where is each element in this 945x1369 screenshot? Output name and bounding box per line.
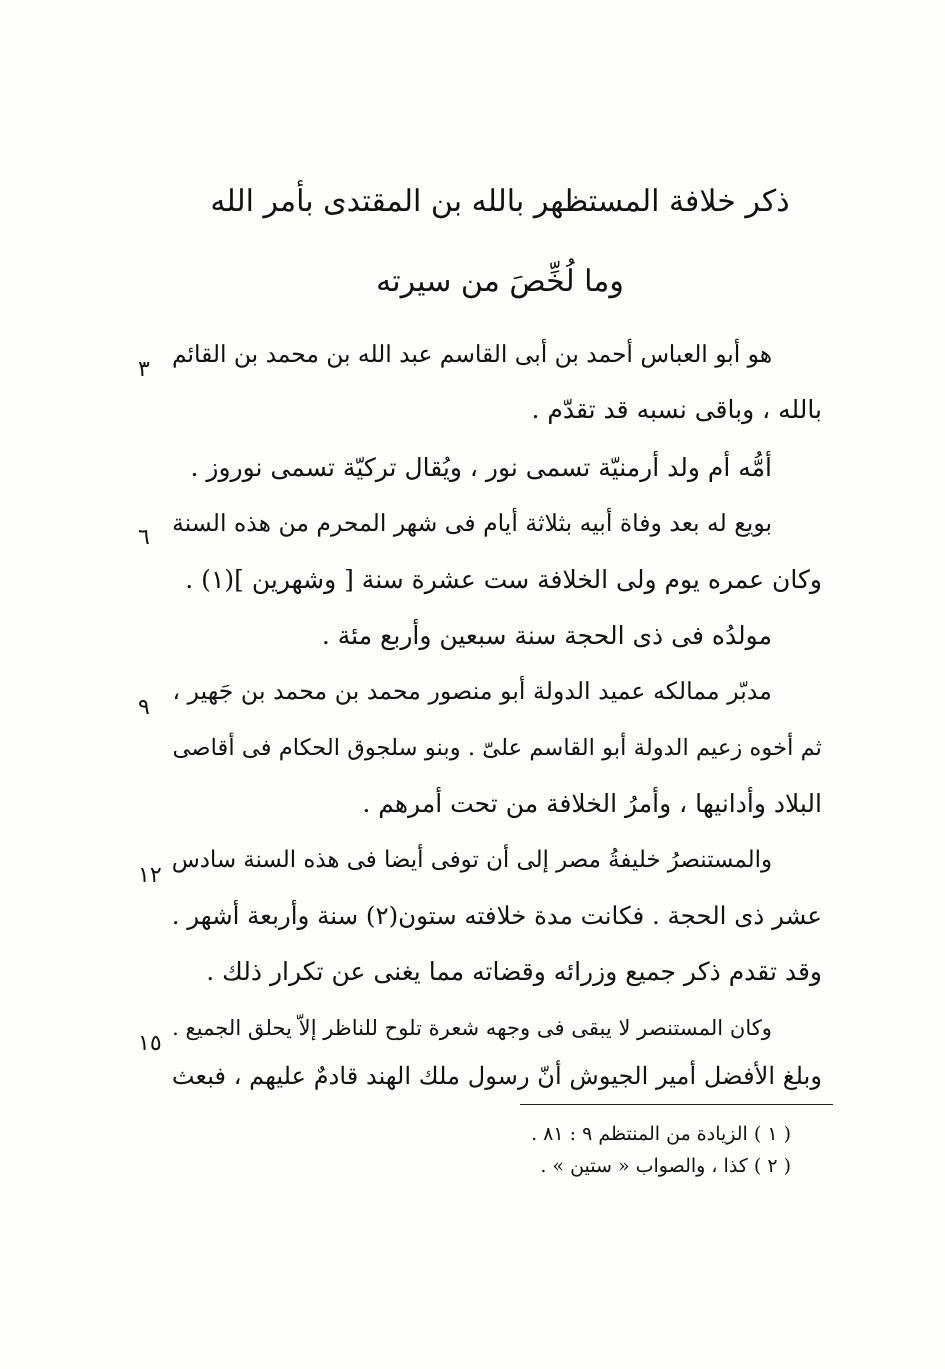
- text-line: عشر ذى الحجة . فكانت مدة خلافته ستون(٢) سنة وأربعة أشهر .: [171, 901, 822, 930]
- text-line: مولدُه فى ذى الحجة سنة سبعين وأربع مئة .: [321, 621, 772, 650]
- chapter-subtitle: وما لُخِّصَ من سيرته: [376, 264, 624, 299]
- line-number: ٩: [138, 695, 150, 720]
- text-line: هو أبو العباس أحمد بن أبى القاسم عبد الله بن محمد بن القائم: [171, 340, 772, 368]
- text-line: وكان عمره يوم ولى الخلافة ست عشرة سنة [ وشهرين ](١) .: [185, 565, 822, 594]
- text-line: البلاد وأدانيها ، وأمرُ الخلافة من تحت أمرهم .: [362, 789, 822, 818]
- line-number: ٦: [138, 525, 150, 550]
- text-line: أمُّه أم ولد أرمنيّة تسمى نور ، ويُقال تركيّة تسمى نوروز .: [190, 453, 772, 482]
- chapter-title: ذكر خلافة المستظهر بالله بن المقتدى بأمر الله: [210, 184, 790, 219]
- text-line: وقد تقدم ذكر جميع وزرائه وقضاته مما يغنى عن تكرار ذلك .: [206, 957, 822, 986]
- line-number: ٣: [138, 357, 150, 382]
- text-line: ثم أخوه زعيم الدولة أبو القاسم علىّ . وبنو سلجوق الحكام فى أقاصى: [172, 735, 822, 761]
- footnote: ( ١ ) الزيادة من المنتظم ٩ : ٨١ .: [531, 1123, 791, 1145]
- text-line: مدبّر ممالكه عميد الدولة أبو منصور محمد بن محمد بن جَهير ،: [172, 677, 772, 705]
- text-line: وبلغ الأفضل أمير الجيوش أنّ رسول ملك الهند قادمٌ عليهم ، فبعث: [171, 1062, 822, 1090]
- line-number: ١٢: [138, 863, 162, 888]
- text-line: بويع له بعد وفاة أبيه بثلاثة أيام فى شهر المحرم من هذه السنة: [172, 509, 772, 537]
- line-number: ١٥: [138, 1031, 162, 1056]
- text-line: والمستنصرُ خليفةُ مصر إلى أن توفى أيضا فى هذه السنة سادس: [171, 847, 772, 873]
- footnote: ( ٢ ) كذا ، والصواب « ستين » .: [540, 1155, 791, 1177]
- footnote-separator: [520, 1104, 833, 1105]
- text-line: بالله ، وباقى نسبه قد تقدّم .: [531, 395, 822, 424]
- text-line: وكان المستنصر لا يبقى فى وجهه شعرة تلوح للناظر إلاّ يحلق الجميع .: [172, 1015, 772, 1040]
